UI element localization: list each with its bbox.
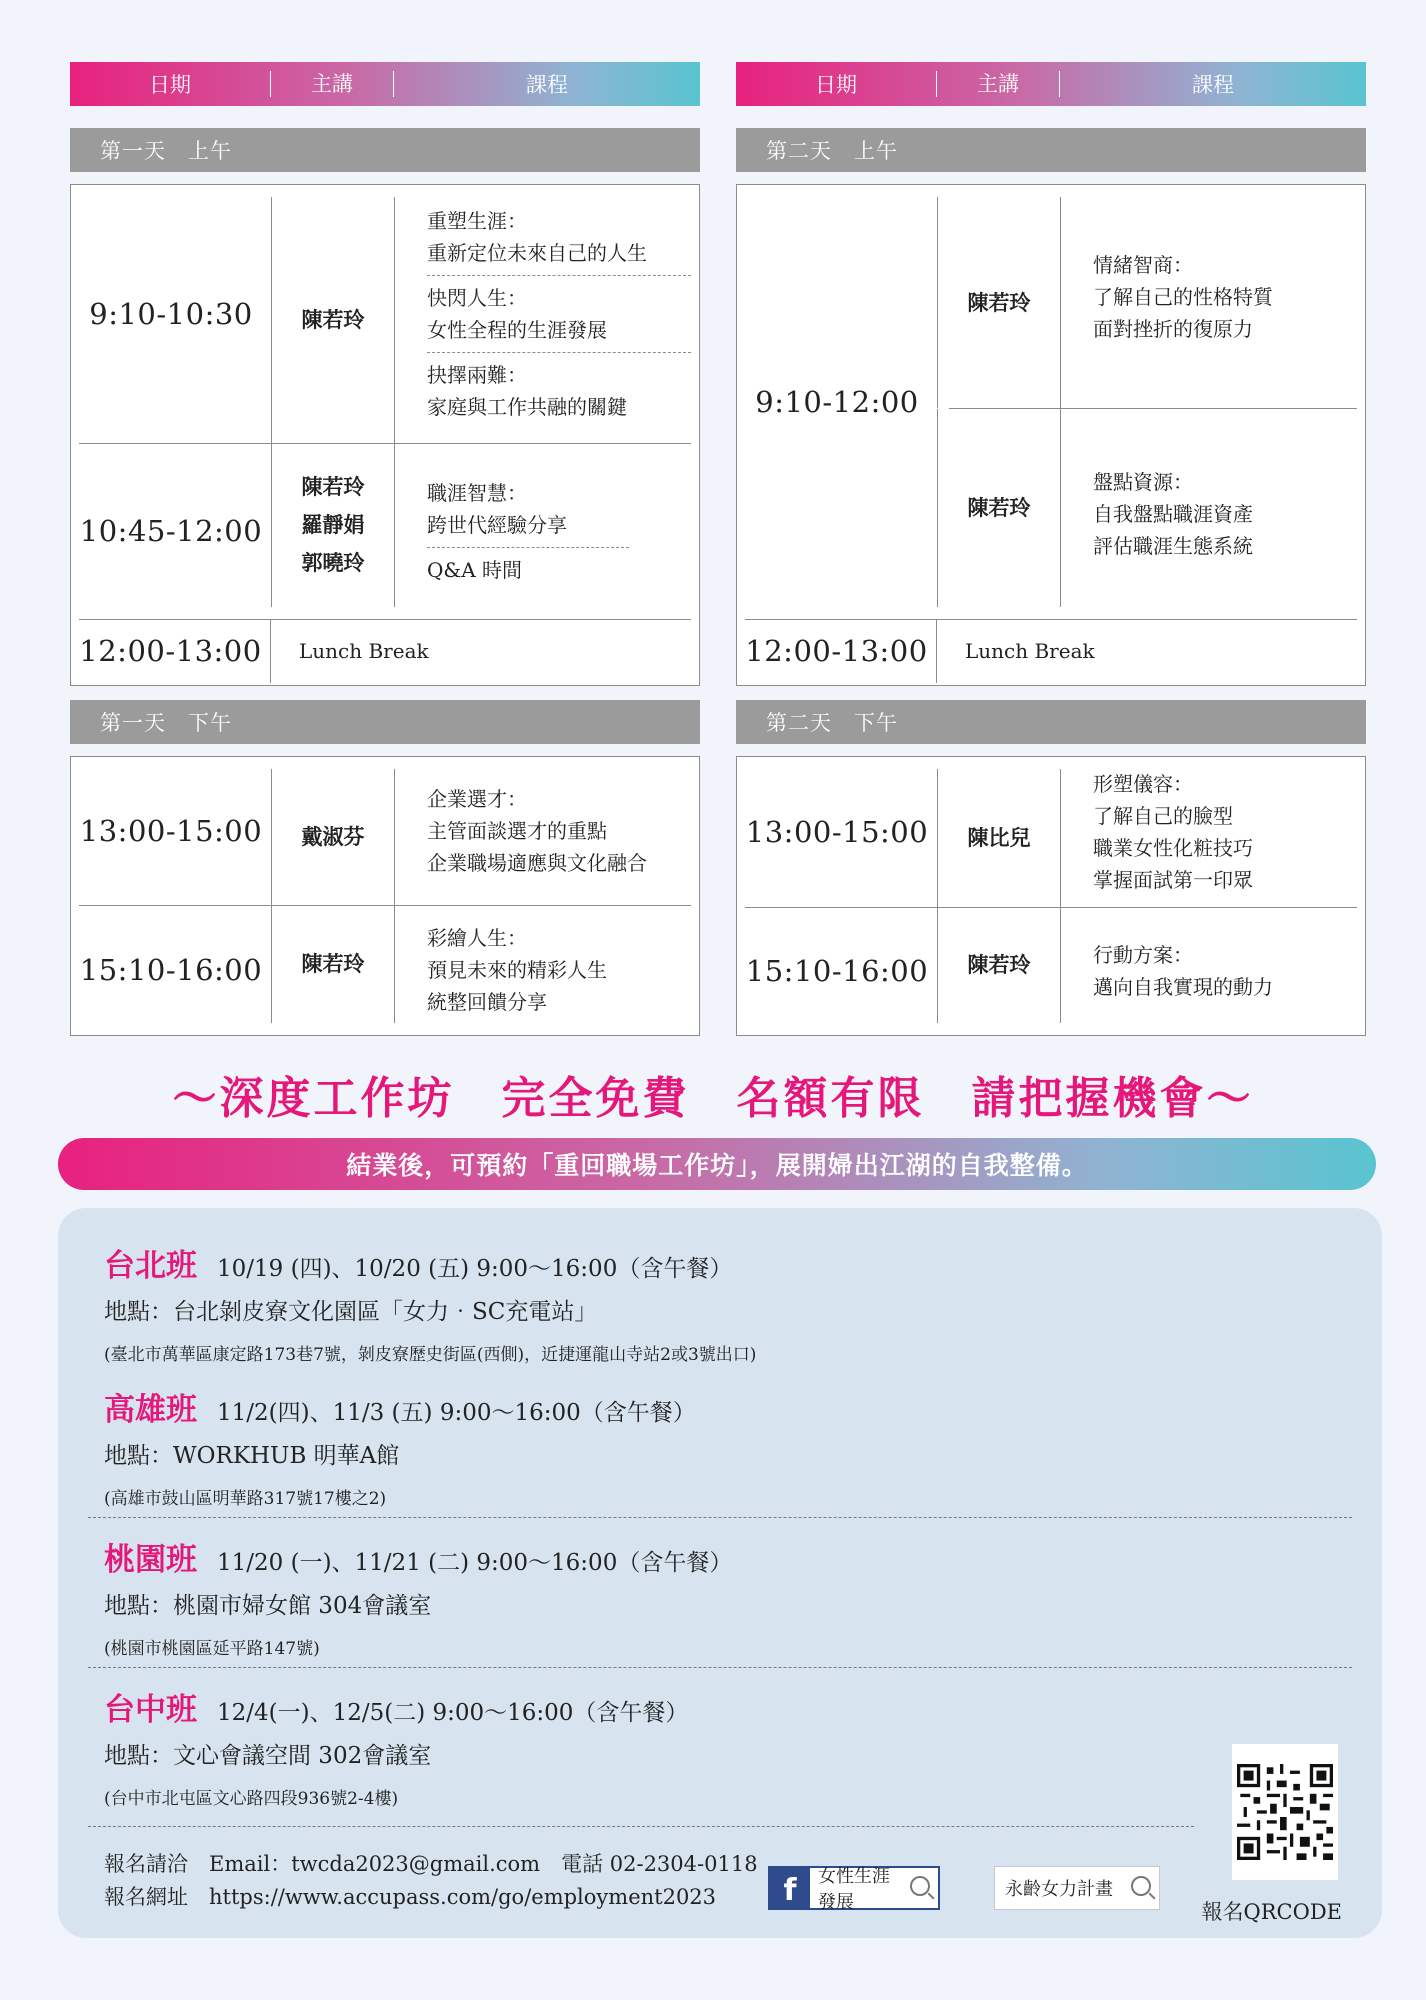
lunch-label: Lunch Break — [299, 639, 429, 663]
sessions-panel — [58, 1208, 1382, 1938]
table-row — [71, 905, 699, 1035]
course-item — [427, 275, 691, 352]
day2-pm-label: 第二天 下午 — [736, 700, 1366, 744]
course-desc: 面對挫折的復原力 — [1093, 316, 1253, 341]
day2-pm-table — [736, 756, 1366, 1036]
course-desc: 預見未來的精彩人生 — [427, 958, 607, 982]
session-time: 9:10-12:00 — [755, 385, 919, 419]
qr-code-icon — [1237, 1764, 1333, 1860]
table-header — [70, 62, 700, 106]
divider — [88, 1667, 1352, 1668]
lunch-row — [737, 619, 1365, 683]
table-row — [737, 757, 1365, 907]
day1-am-table — [70, 184, 700, 686]
facebook-badge[interactable] — [768, 1866, 940, 1913]
speaker-cell — [271, 443, 395, 607]
day1-pm-table — [70, 756, 700, 1036]
session-time: 9:10-10:30 — [89, 297, 253, 331]
course-title: 抉擇兩難： — [427, 363, 527, 387]
course-title: 彩繪人生： — [427, 926, 527, 950]
course-title: 情緒智商： — [1093, 252, 1193, 277]
lunch-row — [71, 619, 699, 683]
course-item — [427, 352, 691, 429]
course-title: 形塑儀容： — [1093, 772, 1193, 796]
qr-caption: 報名QRCODE — [1201, 1900, 1342, 1924]
course-desc: 了解自己的臉型 — [1093, 804, 1233, 828]
divider — [88, 1517, 1352, 1518]
search-icon — [1131, 1876, 1151, 1896]
course-desc: 自我盤點職涯資產 — [1093, 502, 1253, 527]
facebook-label: 女性生涯發展 — [818, 1866, 890, 1913]
speaker-cell — [271, 769, 395, 905]
course-desc: 重新定位未來自己的人生 — [427, 241, 647, 265]
lunch-time: 12:00-13:00 — [737, 619, 937, 683]
course-cell — [395, 443, 699, 619]
course-desc: 職業女性化粧技巧 — [1093, 836, 1253, 860]
course-desc: 統整回饋分享 — [427, 990, 547, 1014]
speaker-name: 陳若玲 — [301, 474, 365, 499]
session-dates: 10/19 (四)、10/20 (五) 9:00～16:00（含午餐） — [217, 1256, 733, 1282]
speaker-name: 陳若玲 — [301, 951, 365, 976]
speaker-cell — [271, 905, 395, 1023]
header-course: 課程 — [526, 73, 568, 97]
day1-am-label: 第一天 上午 — [70, 128, 700, 172]
course-title: 快閃人生： — [427, 286, 527, 310]
table-row — [937, 185, 1365, 408]
session-taoyuan — [104, 1534, 1304, 1659]
session-time: 10:45-12:00 — [79, 514, 263, 548]
session-dates: 11/20 (一)、11/21 (二) 9:00～16:00（含午餐） — [217, 1550, 733, 1576]
course-title: 職涯智慧： — [427, 480, 527, 505]
contact-url[interactable]: 報名網址 https://www.accupass.com/go/employment2023 — [104, 1885, 717, 1909]
course-desc: 主管面談選才的重點 — [427, 819, 607, 843]
course-cell — [395, 185, 699, 443]
facebook-icon: f — [770, 1868, 810, 1908]
speaker-cell — [937, 769, 1061, 907]
course-cell — [395, 757, 699, 905]
speaker-cell — [937, 409, 1061, 607]
header-course: 課程 — [1192, 73, 1234, 97]
lunch-time: 12:00-13:00 — [71, 619, 271, 683]
session-location: 地點：台北剝皮寮文化園區「女力‧SC充電站」 — [104, 1299, 598, 1325]
speaker-name: 陳若玲 — [301, 307, 365, 332]
speaker-name: 戴淑芬 — [301, 824, 365, 849]
speaker-name: 陳若玲 — [967, 952, 1031, 977]
course-item — [427, 199, 699, 275]
divider — [88, 1826, 1194, 1827]
session-name: 台中班 — [104, 1692, 197, 1728]
table-header — [736, 62, 1366, 106]
speaker-cell — [937, 197, 1061, 408]
course-desc: 評估職涯生態系統 — [1093, 534, 1253, 559]
course-desc: 掌握面試第一印眾 — [1093, 868, 1253, 892]
session-address: (臺北市萬華區康定路173巷7號，剝皮寮歷史街區(西側)，近捷運龍山寺站2或3號出口) — [104, 1345, 757, 1365]
table-row — [71, 185, 699, 443]
course-desc: 了解自己的性格特質 — [1093, 284, 1273, 309]
session-location: 地點：WORKHUB 明華A館 — [104, 1443, 400, 1469]
search-icon — [910, 1876, 930, 1896]
course-title: 行動方案： — [1093, 943, 1193, 967]
search-label: 永齡女力計畫 — [1005, 1879, 1113, 1900]
course-cell — [1061, 757, 1365, 907]
session-name: 桃園班 — [104, 1542, 197, 1578]
search-badge[interactable] — [994, 1866, 1160, 1910]
promo-headline: ～深度工作坊 完全免費 名額有限 請把握機會～ — [172, 1073, 1254, 1124]
session-location: 地點：文心會議空間 302會議室 — [104, 1743, 432, 1769]
promo-banner: 結業後，可預約「重回職場工作坊」，展開婦出江湖的自我整備。 — [58, 1138, 1376, 1190]
course-cell — [1061, 907, 1365, 1035]
day2-column — [736, 62, 1366, 1036]
table-row — [737, 907, 1365, 1035]
header-date: 日期 — [149, 73, 191, 97]
course-desc: 企業職場適應與文化融合 — [427, 851, 647, 875]
session-location: 地點：桃園市婦女館 304會議室 — [104, 1593, 432, 1619]
header-speaker: 主講 — [270, 71, 394, 97]
session-kaohsiung — [104, 1384, 1304, 1509]
speaker-name: 郭曉玲 — [301, 550, 365, 575]
am-subrows — [937, 185, 1365, 619]
course-desc: 家庭與工作共融的關鍵 — [427, 395, 627, 419]
session-time: 13:00-15:00 — [745, 815, 929, 849]
session-dates: 11/2(四)、11/3 (五) 9:00～16:00（含午餐） — [217, 1400, 696, 1426]
lunch-label: Lunch Break — [965, 639, 1095, 663]
speaker-name: 羅靜娟 — [301, 512, 365, 537]
session-time: 15:10-16:00 — [745, 954, 929, 988]
speaker-name: 陳比兒 — [967, 825, 1031, 850]
speaker-name: 陳若玲 — [967, 495, 1031, 521]
day1-column — [70, 62, 700, 1036]
day1-pm-label: 第一天 下午 — [70, 700, 700, 744]
course-desc: 邁向自我實現的動力 — [1093, 975, 1273, 999]
course-title: 企業選才： — [427, 787, 527, 811]
day2-am-table — [736, 184, 1366, 686]
course-title: Q&A 時間 — [427, 557, 522, 582]
course-cell — [395, 905, 699, 1035]
course-item — [427, 471, 629, 547]
table-row — [71, 757, 699, 905]
table-row — [71, 443, 699, 619]
session-time: 13:00-15:00 — [79, 814, 263, 848]
session-taipei — [104, 1240, 1304, 1365]
header-date: 日期 — [815, 73, 857, 97]
table-row — [737, 185, 1365, 619]
header-speaker: 主講 — [936, 71, 1060, 97]
course-cell — [1061, 185, 1365, 408]
course-item — [427, 547, 629, 592]
speaker-cell — [271, 197, 395, 443]
session-address: (高雄市鼓山區明華路317號17樓之2) — [104, 1489, 387, 1509]
session-taichung — [104, 1684, 1304, 1809]
contact-email-phone: 報名請洽 Email：twcda2023@gmail.com 電話 02-2304-0118 — [104, 1852, 758, 1876]
table-row — [937, 409, 1365, 619]
contact-info — [104, 1848, 758, 1914]
session-address: (台中市北屯區文心路四段936號2-4樓) — [104, 1789, 399, 1809]
session-address: (桃園市桃園區延平路147號) — [104, 1639, 320, 1659]
session-name: 高雄班 — [104, 1392, 197, 1428]
course-title: 重塑生涯： — [427, 209, 527, 233]
speaker-cell — [937, 907, 1061, 1023]
qr-code[interactable] — [1232, 1744, 1338, 1880]
session-time: 15:10-16:00 — [79, 953, 263, 987]
speaker-name: 陳若玲 — [967, 289, 1031, 315]
session-name: 台北班 — [104, 1248, 197, 1284]
day2-am-label: 第二天 上午 — [736, 128, 1366, 172]
course-title: 盤點資源： — [1093, 470, 1193, 495]
course-cell — [1061, 409, 1365, 619]
session-dates: 12/4(一)、12/5(二) 9:00～16:00（含午餐） — [217, 1700, 689, 1726]
course-desc: 跨世代經驗分享 — [427, 512, 567, 537]
course-desc: 女性全程的生涯發展 — [427, 318, 607, 342]
